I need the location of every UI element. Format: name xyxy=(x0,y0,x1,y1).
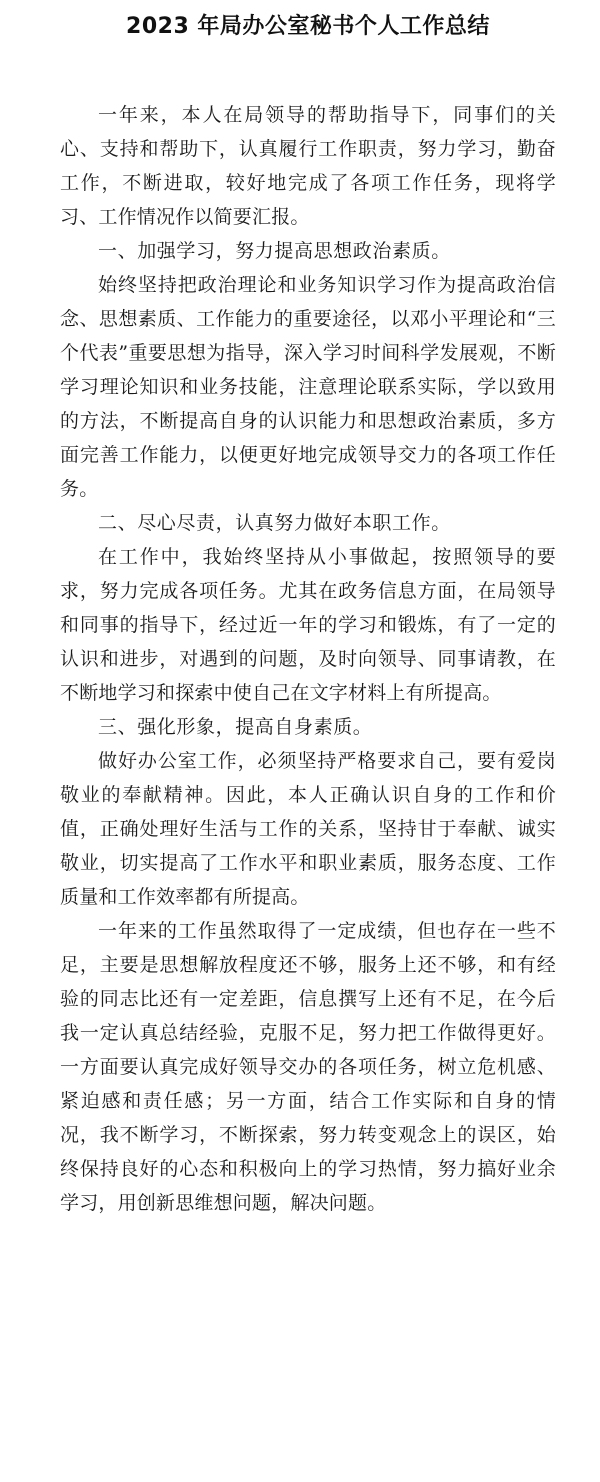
section-heading-study: 一、加强学习，努力提高思想政治素质。 xyxy=(98,240,451,262)
section-image-paragraph: 做好办公室工作，必须坚持严格要求自己，要有爱岗敬业的奉献精神。因此，本人正确认识自身的工作和价值，正确处理好生活与工作的关系，坚持甘于奉献、诚实敬业，切实提高了工作水平和职业素质，服务态度、工作质量和工作效率都有所提高。 xyxy=(60,750,556,908)
section-heading-image: 三、强化形象，提高自身素质。 xyxy=(98,716,373,738)
section-duty-paragraph: 在工作中，我始终坚持从小事做起，按照领导的要求，努力完成各项任务。尤其在政务信息方面，在局领导和同事的指导下，经过近一年的学习和锻炼，有了一定的认识和进步，对遇到的问题，及时向领导、同事请教，在不断地学习和探索中使自己在文字材料上有所提高。 xyxy=(60,546,556,704)
document-title: 2023 年局办公室秘书个人工作总结 xyxy=(126,14,490,39)
section-heading-duty: 二、尽心尽责，认真努力做好本职工作。 xyxy=(98,512,451,534)
intro-paragraph: 一年来，本人在局领导的帮助指导下，同事们的关心、支持和帮助下，认真履行工作职责，努力学习，勤奋工作，不断进取，较好地完成了各项工作任务，现将学习、工作情况作以简要汇报。 xyxy=(60,104,556,228)
conclusion-paragraph: 一年来的工作虽然取得了一定成绩，但也存在一些不足，主要是思想解放程度还不够，服务上还不够，和有经验的同志比还有一定差距，信息撰写上还有不足，在今后我一定认真总结经验，克服不足，努力把工作做得更好。一方面要认真完成好领导交办的各项任务，树立危机感、紧迫感和责任感；另一方面，结合工作实际和自身的情况，我不断学习，不断探索，努力转变观念上的误区，始终保持良好的心态和积极向上的学习热情，努力搞好业余学习，用创新思维想问题，解决问题。 xyxy=(60,920,556,1214)
section-study-paragraph: 始终坚持把政治理论和业务知识学习作为提高政治信念、思想素质、工作能力的重要途径，以邓小平理论和“三个代表”重要思想为指导，深入学习时间科学发展观，不断学习理论知识和业务技能，注意理论联系实际，学以致用的方法，不断提高自身的认识能力和思想政治素质，多方面完善工作能力，以便更好地完成领导交力的各项工作任务。 xyxy=(60,274,556,500)
document-body xyxy=(60,98,556,1220)
